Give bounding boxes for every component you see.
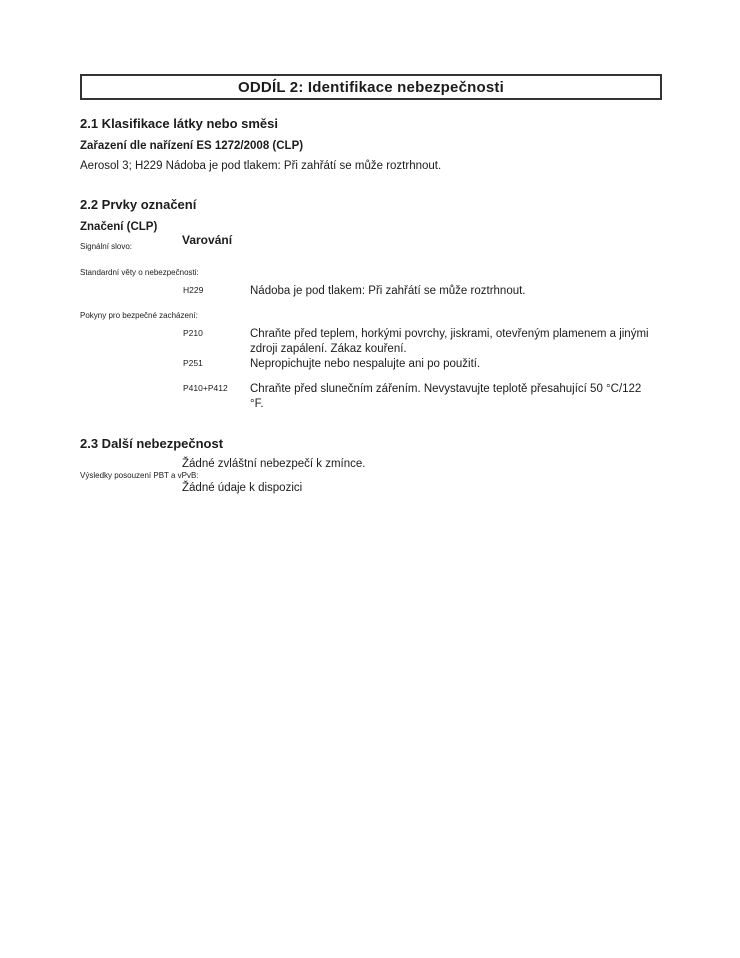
heading-2-1: 2.1 Klasifikace látky nebo směsi: [80, 116, 278, 131]
pbt-result-text: Žádné údaje k dispozici: [182, 482, 303, 494]
hazard-code: H229: [183, 285, 204, 295]
precautionary-code: P410+P412: [183, 383, 228, 393]
signal-word-label: Signální slovo:: [80, 242, 133, 251]
precautionary-text: Nepropichujte nebo nespalujte ani po použití.: [250, 358, 481, 370]
section-title: ODDÍL 2: Identifikace nebezpečnosti: [238, 78, 504, 96]
hazard-text: Nádoba je pod tlakem: Při zahřátí se může roztrhnout.: [250, 285, 526, 297]
precautionary-text: Chraňte před teplem, horkými povrchy, jiskrami, otevřeným plamenem a jinými zdroji zapálení. Zákaz kouření.: [250, 328, 649, 355]
precautionary-row: [80, 357, 660, 372]
hazard-statements-label: Standardní věty o nebezpečnosti:: [80, 268, 199, 277]
signal-word-row: [80, 233, 660, 254]
signal-word-value: Varování: [182, 233, 233, 247]
heading-2-2: 2.2 Prvky označení: [80, 197, 197, 212]
precautionary-row: [80, 327, 660, 357]
precautionary-text: Chraňte před slunečním zářením. Nevystavujte teplotě přesahující 50 °C/122 °F.: [250, 383, 642, 410]
hazard-statement-row: [80, 284, 660, 299]
document-content: [80, 74, 660, 495]
section-title-box: [80, 74, 662, 100]
precautionary-code: P251: [183, 358, 203, 368]
other-hazards-text: Žádné zvláštní nebezpečí k zmínce.: [182, 458, 366, 470]
precautionary-row: [80, 382, 660, 412]
precautionary-label: Pokyny pro bezpečné zacházení:: [80, 311, 198, 320]
labeling-clp-heading: Značení (CLP): [80, 221, 158, 233]
classification-text: Aerosol 3; H229 Nádoba je pod tlakem: Při zahřátí se může roztrhnout.: [80, 160, 442, 172]
pbt-assessment-label: Výsledky posouzení PBT a vPvB:: [80, 471, 199, 480]
precautionary-code: P210: [183, 328, 203, 338]
subheading-clp-regulation: Zařazení dle nařízení ES 1272/2008 (CLP): [80, 140, 304, 152]
heading-2-3: 2.3 Další nebezpečnost: [80, 436, 224, 451]
